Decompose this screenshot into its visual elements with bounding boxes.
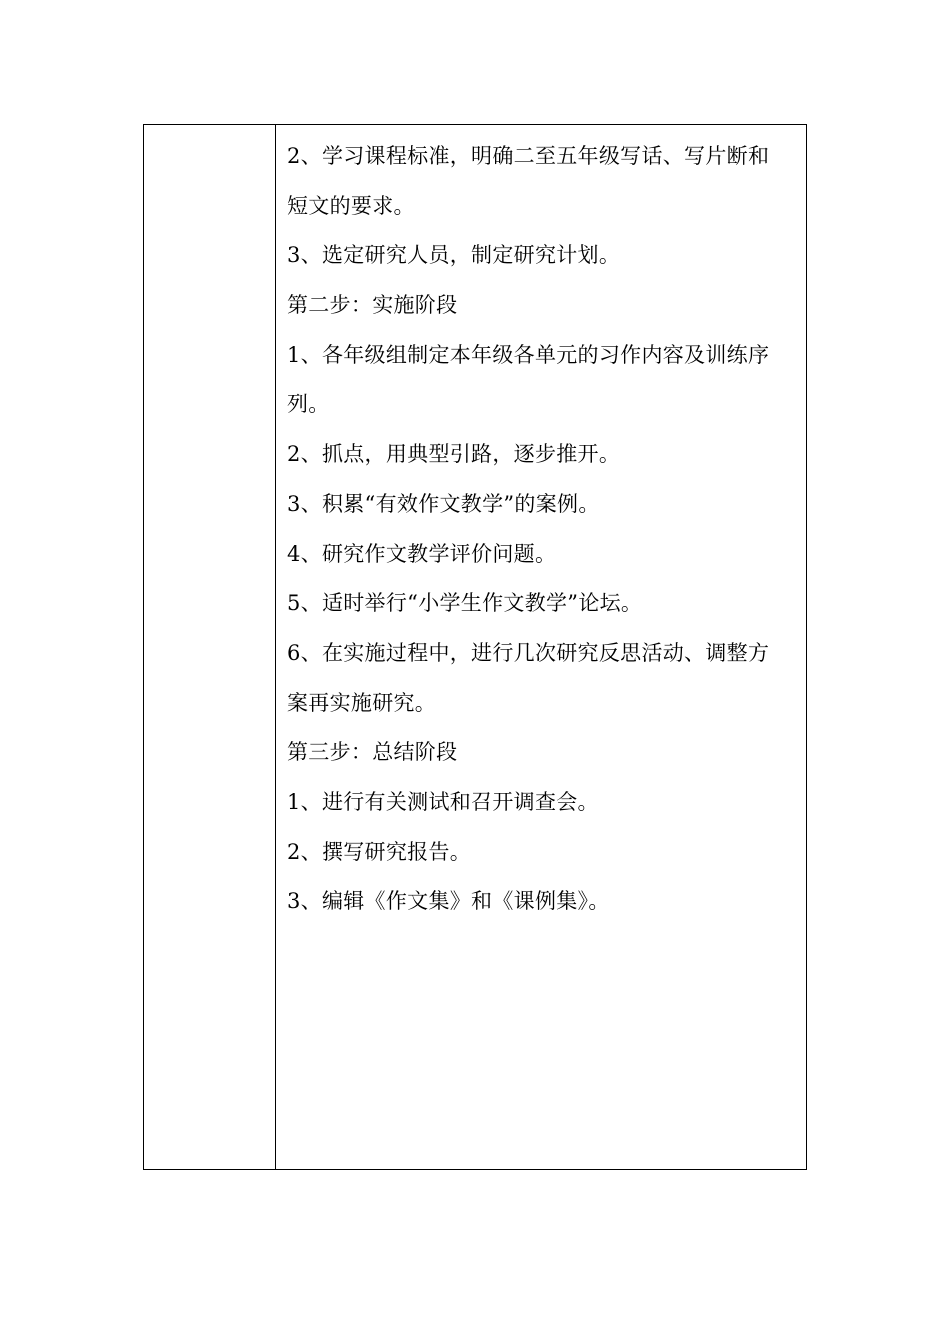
section-heading: 第三步：总结阶段: [287, 740, 458, 765]
content-lines: [287, 136, 796, 931]
text-line: 2、学习课程标准，明确二至五年级写话、写片断和: [287, 144, 770, 168]
text-line: 案再实施研究。: [287, 690, 437, 715]
document-table: [143, 124, 807, 1170]
text-line: 3、选定研究人员，制定研究计划。: [287, 243, 621, 268]
text-line: 6、在实施过程中，进行几次研究反思活动、调整方: [287, 640, 770, 665]
text-line: 短文的要求。: [287, 193, 415, 218]
text-line: 2、抓点，用典型引路，逐步推开。: [287, 442, 621, 467]
table-content-cell: [276, 125, 806, 1169]
text-line: 3、编辑《作文集》和《课例集》。: [287, 889, 610, 914]
table-label-cell: [144, 125, 276, 1169]
text-line: 2、撰写研究报告。: [287, 839, 472, 864]
section-heading: 第二步：实施阶段: [287, 293, 458, 318]
text-line: 1、进行有关测试和召开调查会。: [287, 789, 599, 814]
text-line: 4、研究作文教学评价问题。: [287, 541, 557, 566]
text-line: 3、积累“有效作文教学”的案例。: [287, 491, 600, 516]
text-line: 5、适时举行“小学生作文教学”论坛。: [287, 591, 643, 616]
text-line: 1、各年级组制定本年级各单元的习作内容及训练序: [287, 342, 770, 367]
text-line: 列。: [287, 392, 330, 417]
